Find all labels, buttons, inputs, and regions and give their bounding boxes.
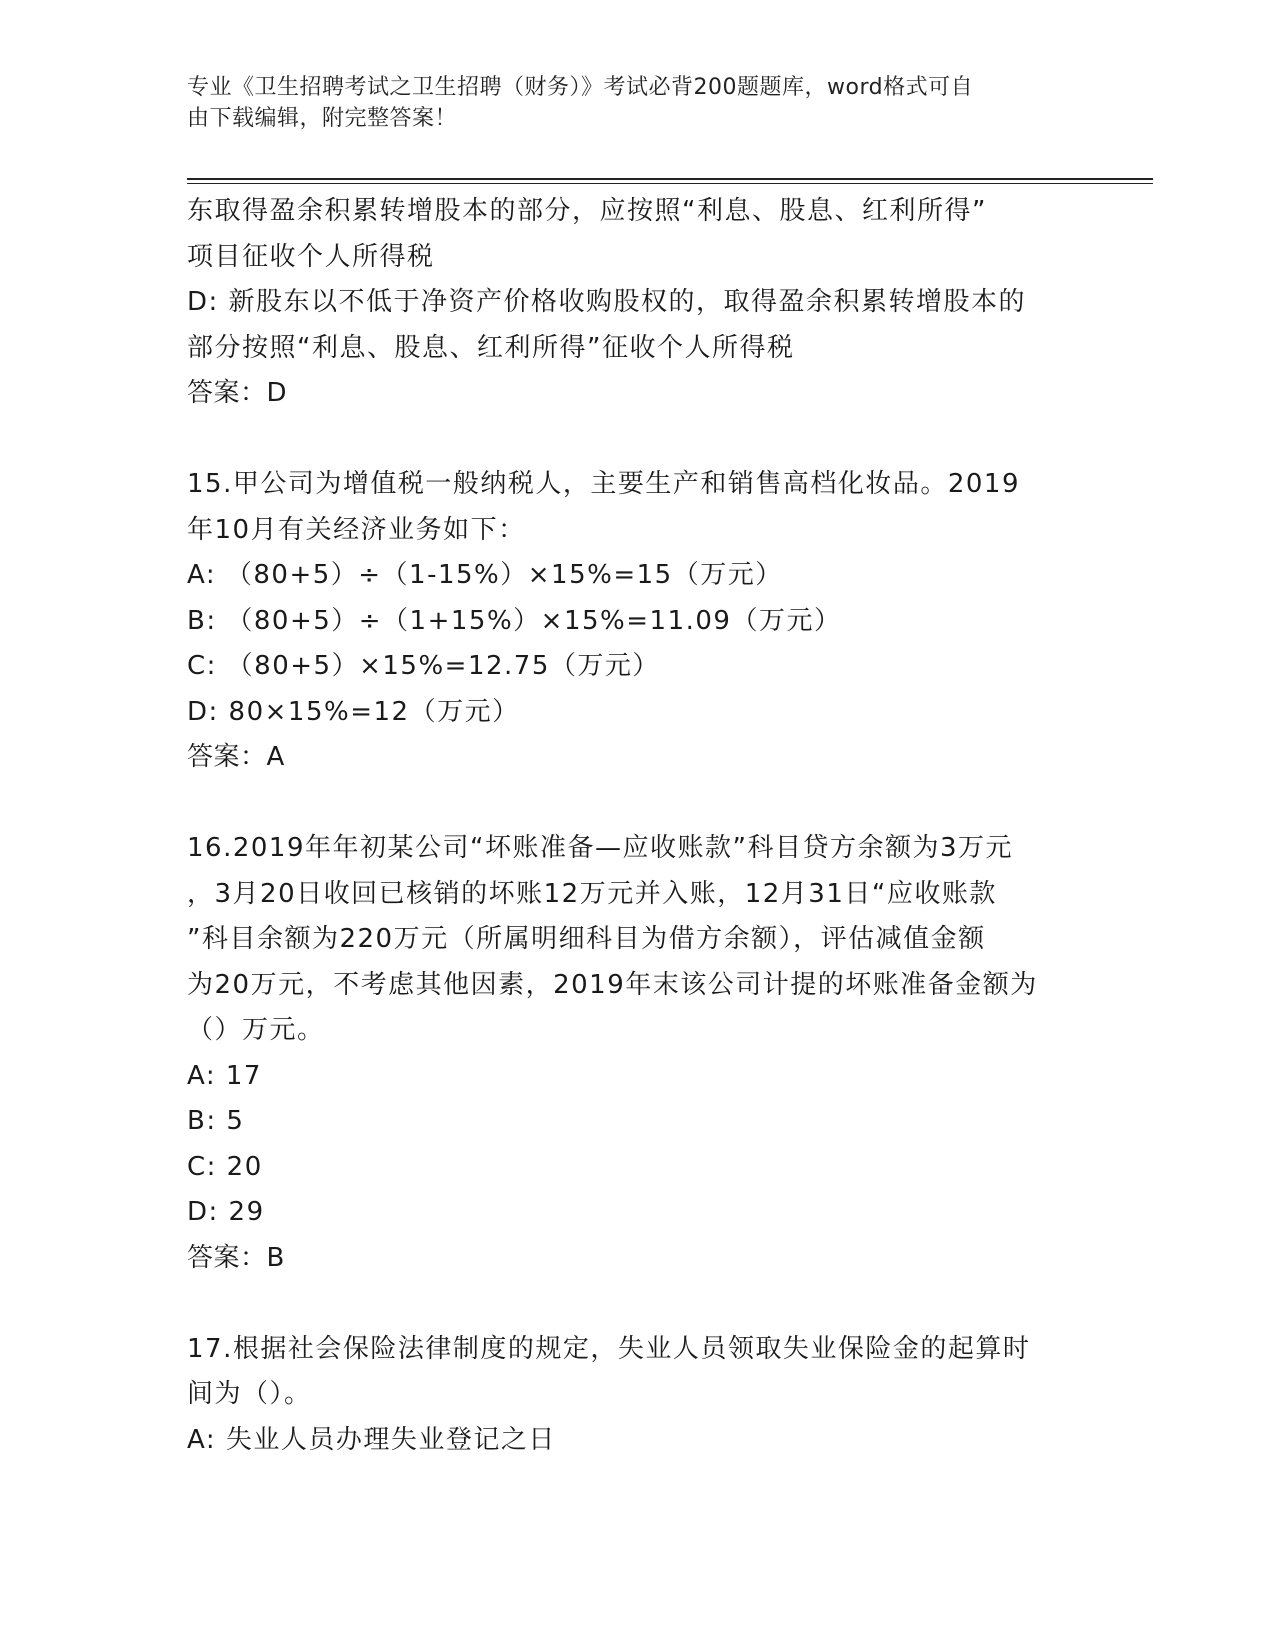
question-16-stem-line-5: （）万元。 <box>187 1015 325 1045</box>
document-body <box>187 189 1087 1463</box>
question-17-option-a: A: 失业人员办理失业登记之日 <box>187 1424 556 1455</box>
document-header <box>187 72 1067 134</box>
question-17-block <box>187 1327 1087 1464</box>
question-15-stem-line-2: 年10月有关经济业务如下： <box>187 514 526 545</box>
question-15-stem-line-1: 15.甲公司为增值税一般纳税人，主要生产和销售高档化妆品。2019 <box>187 469 1021 499</box>
question-17-stem-line-2: 间为（）。 <box>187 1379 312 1409</box>
question-15-answer: 答案：A <box>187 742 285 772</box>
spacer <box>187 781 1087 827</box>
question-16-option-a: A: 17 <box>187 1060 262 1091</box>
question-15-option-b: B: （80+5）÷（1+15%）×15%=11.09（万元） <box>187 605 842 636</box>
question-15-option-d: D: 80×15%=12（万元） <box>187 696 520 727</box>
question-16-stem-line-1: 16.2019年年初某公司“坏账准备—应收账款”科目贷方余额为3万元 <box>187 833 1013 863</box>
question-15-option-a: A: （80+5）÷（1-15%）×15%=15（万元） <box>187 560 783 590</box>
question-15-block <box>187 462 1087 781</box>
question-17-stem-line-1: 17.根据社会保险法律制度的规定，失业人员领取失业保险金的起算时 <box>187 1333 1031 1364</box>
option-c-continuation-line-2: 项目征收个人所得税 <box>187 241 435 272</box>
header-title-line-2: 由下载编辑，附完整答案！ <box>187 106 458 131</box>
question-16-option-c: C: 20 <box>187 1151 263 1182</box>
header-divider-thick <box>187 178 1153 180</box>
question-16-option-b: B: 5 <box>187 1106 245 1136</box>
question-16-stem-line-4: 为20万元，不考虑其他因素，2019年末该公司计提的坏账准备金额为 <box>187 969 1038 1000</box>
header-title-line-1: 专业《卫生招聘考试之卫生招聘（财务）》考试必背200题题库，word格式可自 <box>187 75 974 100</box>
option-c-continuation-line-1: 东取得盈余积累转增股本的部分，应按照“利息、股息、红利所得” <box>187 196 987 226</box>
question-16-stem-line-3: ”科目余额为220万元（所属明细科目为借方余额），评估减值金额 <box>187 924 986 954</box>
question-15-option-c: C: （80+5）×15%=12.75（万元） <box>187 651 660 681</box>
question-16-option-d: D: 29 <box>187 1197 265 1227</box>
option-d-line-2: 部分按照“利息、股息、红利所得”征收个人所得税 <box>187 332 795 363</box>
question-16-block <box>187 826 1087 1281</box>
question-16-answer: 答案：B <box>187 1242 285 1273</box>
question-16-stem-line-2: ，3月20日收回已核销的坏账12万元并入账，12月31日“应收账款 <box>187 878 997 909</box>
spacer <box>187 1281 1087 1327</box>
answer-label: 答案：D <box>187 378 288 408</box>
continued-question-block <box>187 189 1087 417</box>
header-divider-thin <box>187 183 1153 184</box>
spacer <box>187 417 1087 463</box>
option-d-line-1: D: 新股东以不低于净资产价格收购股权的，取得盈余积累转增股本的 <box>187 287 1027 317</box>
